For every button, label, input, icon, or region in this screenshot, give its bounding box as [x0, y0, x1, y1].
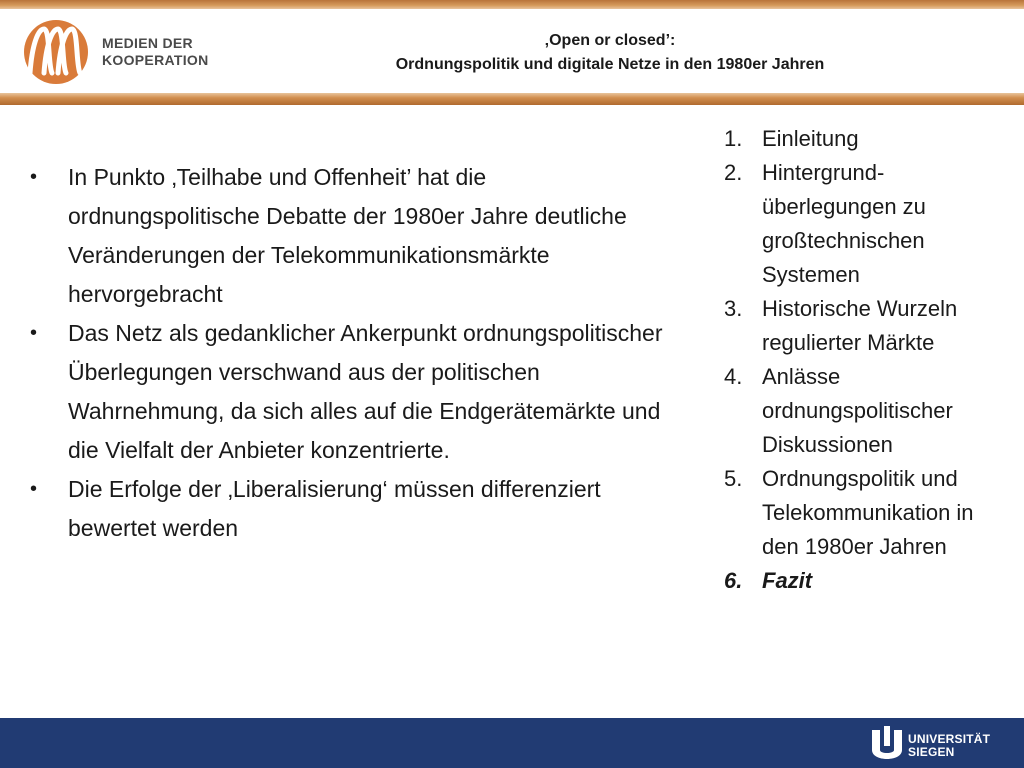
agenda-number: 4. — [724, 364, 743, 389]
content-bullet-list — [30, 158, 680, 548]
agenda-number: 1. — [724, 126, 743, 151]
agenda-label: Ordnungspolitik und Telekommunikation in den 1980er Jahren — [762, 466, 974, 559]
bullet-marker: • — [30, 478, 38, 500]
agenda-item-einleitung — [724, 122, 1014, 156]
bullet-item — [30, 158, 680, 314]
header-top-stripe — [0, 0, 1024, 9]
agenda-label: Fazit — [762, 568, 813, 593]
agenda-item-hintergrund — [724, 156, 1014, 292]
medien-der-kooperation-logo-icon — [22, 15, 94, 90]
logo-text-line1: MEDIEN DER — [102, 35, 193, 51]
bullet-text: Das Netz als gedanklicher Ankerpunkt ordnungspolitischer Überlegungen verschwand aus der politischen Wahrnehmung, da sich alles auf die Endgerätemärkte und die Vielfalt der Anbieter konzentrierte. — [68, 320, 663, 463]
logo-text — [102, 35, 209, 69]
title-line2: Ordnungspolitik und digitale Netze in den 1980er Jahren — [395, 56, 825, 73]
agenda-label: Einleitung — [762, 126, 859, 151]
universitaet-siegen-logo-icon — [868, 724, 906, 764]
logo-text-line2: KOOPERATION — [102, 52, 209, 68]
agenda-item-anlaesse — [724, 360, 1014, 462]
agenda-item-ordnungspolitik — [724, 462, 1014, 564]
agenda-number: 6. — [724, 568, 743, 593]
bullet-marker: • — [30, 166, 38, 188]
uni-text-line2: SIEGEN — [908, 745, 955, 759]
agenda-label: Hintergrund-überlegungen zu großtechnischen Systemen — [762, 160, 926, 287]
medien-der-kooperation-logo — [22, 15, 222, 90]
bullet-text: In Punkto ‚Teilhabe und Offenheit’ hat die ordnungspolitische Debatte der 1980er Jahre deutliche Veränderungen der Telekommunikationsmärkte hervorgebracht — [68, 164, 627, 307]
header-bottom-stripe — [0, 93, 1024, 105]
agenda-number: 5. — [724, 466, 743, 491]
uni-text-line1: UNIVERSITÄT — [908, 732, 991, 746]
universitaet-siegen-logo — [868, 724, 1008, 764]
bullet-text: Die Erfolge der ‚Liberalisierung‘ müssen differenziert bewertet werden — [68, 476, 601, 541]
agenda-number: 3. — [724, 296, 743, 321]
bullet-item — [30, 314, 680, 470]
page-title — [300, 29, 920, 77]
agenda-item-historische-wurzeln — [724, 292, 1014, 360]
title-line1: ‚Open or closed’: — [544, 32, 676, 49]
agenda-label: Anlässe ordnungspolitischer Diskussionen — [762, 364, 953, 457]
agenda-label: Historische Wurzeln regulierter Märkte — [762, 296, 958, 355]
agenda-list — [724, 122, 1014, 598]
bullet-item — [30, 470, 680, 548]
uni-text — [908, 733, 990, 759]
agenda-number: 2. — [724, 160, 743, 185]
bullet-marker: • — [30, 322, 38, 344]
agenda-item-fazit — [724, 564, 1014, 598]
